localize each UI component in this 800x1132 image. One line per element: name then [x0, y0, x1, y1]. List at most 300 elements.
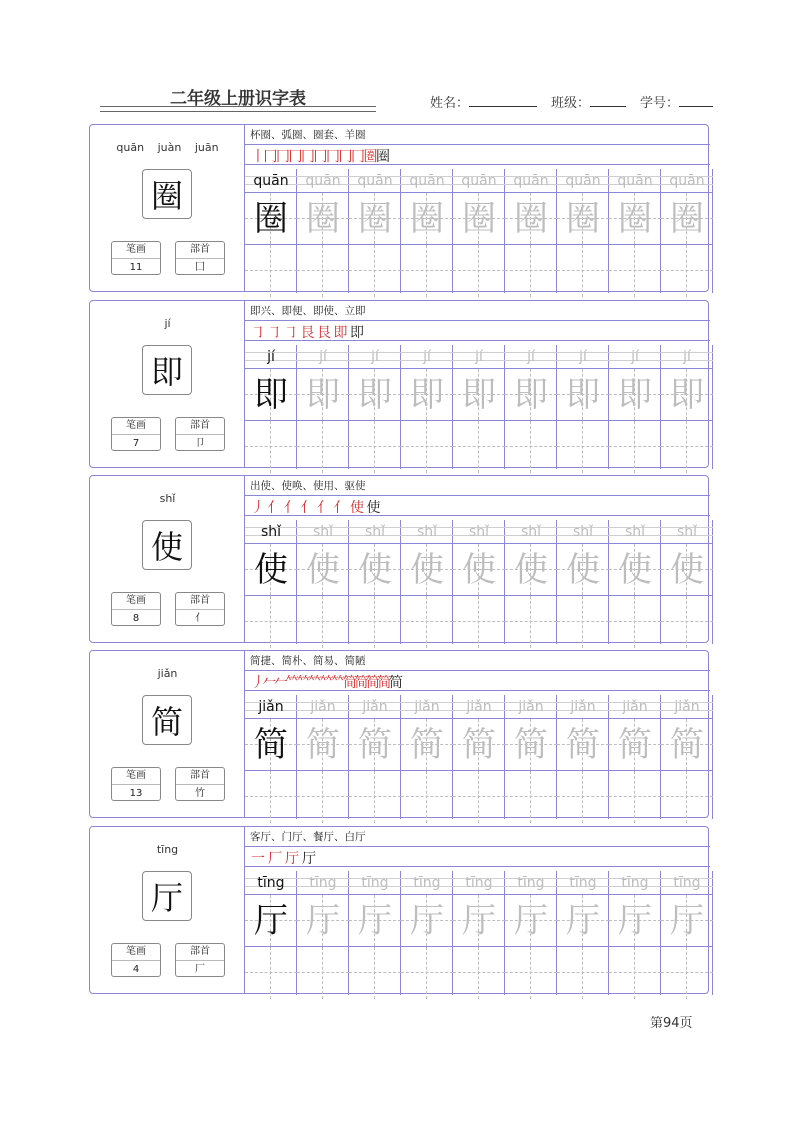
blank-writing-cell[interactable] [453, 947, 505, 999]
pinyin-cell[interactable] [609, 520, 661, 544]
writing-grid [245, 520, 710, 644]
character-text: 厅 [670, 901, 704, 941]
practice-column [297, 520, 349, 644]
blank-writing-cell[interactable] [401, 947, 453, 999]
example-words: 杯圈、弧圈、圈套、羊圈 [250, 129, 366, 141]
blank-writing-cell[interactable] [557, 245, 609, 297]
character-cell[interactable] [245, 369, 297, 421]
practice-column [453, 345, 505, 469]
pinyin-text: shǐ [312, 524, 334, 540]
pinyin-cell[interactable] [297, 169, 349, 193]
stroke-step: 丿 [251, 675, 265, 691]
character-cell[interactable] [557, 193, 609, 245]
character-text: 即 [254, 375, 288, 415]
pinyin-text: jí [267, 349, 275, 365]
blank-writing-cell[interactable] [349, 947, 401, 999]
character-text: 即 [462, 375, 496, 415]
pinyin-heading: quān juàn juān [116, 141, 219, 154]
pinyin-text: shǐ [676, 524, 698, 540]
practice-panel [245, 476, 708, 642]
character-cell[interactable] [245, 544, 297, 596]
pinyin-cell[interactable] [505, 169, 557, 193]
character-text: 使 [358, 550, 392, 590]
practice-column [297, 169, 349, 293]
blank-writing-cell[interactable] [453, 245, 505, 297]
character-cell[interactable] [401, 193, 453, 245]
blank-writing-cell[interactable] [557, 596, 609, 648]
practice-column [661, 520, 713, 644]
pinyin-cell[interactable] [557, 871, 609, 895]
blank-writing-cell[interactable] [661, 596, 713, 648]
pinyin-text: shǐ [364, 524, 386, 540]
practice-column [297, 871, 349, 995]
practice-column [297, 345, 349, 469]
stroke-count-value: 8 [132, 613, 140, 624]
blank-writing-cell[interactable] [661, 771, 713, 823]
practice-column [245, 520, 297, 644]
pinyin-cell[interactable] [557, 520, 609, 544]
character-cell[interactable] [297, 719, 349, 771]
blank-writing-cell[interactable] [245, 421, 297, 473]
character-cell[interactable] [401, 369, 453, 421]
character-text: 厅 [566, 901, 600, 941]
character-text: 厅 [358, 901, 392, 941]
blank-writing-cell[interactable] [505, 947, 557, 999]
character-cell[interactable] [453, 895, 505, 947]
pinyin-text: quān [305, 173, 341, 189]
blank-writing-cell[interactable] [609, 245, 661, 297]
practice-column [245, 695, 297, 819]
character-cell[interactable] [453, 193, 505, 245]
blank-writing-cell[interactable] [245, 771, 297, 823]
pinyin-text: jiǎn [258, 699, 284, 715]
pinyin-text: quān [617, 173, 653, 189]
character-text: 厅 [254, 901, 288, 941]
pinyin-text: quān [409, 173, 445, 189]
stroke-step: 厅 [302, 851, 316, 867]
pinyin-text: shǐ [260, 524, 282, 540]
practice-column [349, 169, 401, 293]
blank-writing-cell[interactable] [349, 596, 401, 648]
blank-writing-cell[interactable] [297, 947, 349, 999]
character-entry [89, 124, 709, 292]
character-cell[interactable] [661, 895, 713, 947]
pinyin-cell[interactable] [297, 695, 349, 719]
pinyin-cell[interactable] [609, 695, 661, 719]
stroke-step: ㇆ [284, 325, 298, 341]
practice-column [661, 345, 713, 469]
character-cell[interactable] [557, 895, 609, 947]
name-label: 姓名： [430, 96, 470, 111]
character-cell[interactable] [297, 895, 349, 947]
blank-writing-cell[interactable] [297, 245, 349, 297]
stroke-step: 厅 [285, 851, 299, 867]
pinyin-cell[interactable] [349, 345, 401, 369]
stroke-step: 简 [343, 675, 357, 691]
pinyin-cell[interactable] [453, 169, 505, 193]
radical-value: 囗 [195, 262, 205, 273]
stroke-count-card [111, 943, 161, 977]
blank-writing-cell[interactable] [401, 771, 453, 823]
radical-card [175, 592, 225, 626]
pinyin-text: quān [253, 173, 289, 189]
pinyin-cell[interactable] [401, 695, 453, 719]
stroke-step: 艮 [317, 325, 331, 341]
character-text: 简 [306, 725, 340, 765]
practice-column [661, 871, 713, 995]
character-cell[interactable] [609, 895, 661, 947]
practice-column [401, 695, 453, 819]
blank-writing-cell[interactable] [505, 771, 557, 823]
radical-card [175, 417, 225, 451]
stroke-step: 亻 [333, 500, 348, 516]
class-blank[interactable] [590, 94, 626, 107]
pinyin-text: shǐ [624, 524, 646, 540]
pinyin-cell[interactable] [661, 169, 713, 193]
pinyin-cell[interactable] [505, 520, 557, 544]
radical-card [175, 943, 225, 977]
stroke-step: 丿 [251, 500, 265, 516]
character-info-panel [90, 125, 245, 291]
pinyin-text: tīng [673, 875, 701, 891]
blank-writing-cell[interactable] [609, 771, 661, 823]
class-field[interactable] [551, 92, 626, 111]
character-cell[interactable] [505, 193, 557, 245]
pinyin-cell[interactable] [453, 695, 505, 719]
pinyin-cell[interactable] [245, 520, 297, 544]
character-text: 使 [566, 550, 600, 590]
stroke-step: 𥫗 [308, 675, 323, 691]
character-entry [89, 475, 709, 643]
stroke-count-value: 13 [129, 788, 143, 799]
class-label: 班级： [551, 96, 591, 111]
pinyin-cell[interactable] [245, 695, 297, 719]
pinyin-text: shǐ [468, 524, 490, 540]
practice-column [557, 345, 609, 469]
stroke-step: 冂 [313, 149, 328, 165]
pinyin-text: quān [669, 173, 705, 189]
character-cell[interactable] [297, 193, 349, 245]
pinyin-cell[interactable] [661, 520, 713, 544]
character-cell[interactable] [401, 895, 453, 947]
stroke-count-card [111, 417, 161, 451]
blank-writing-cell[interactable] [609, 421, 661, 473]
practice-column [557, 169, 609, 293]
pinyin-cell[interactable] [609, 345, 661, 369]
blank-writing-cell[interactable] [349, 245, 401, 297]
character-cell[interactable] [401, 544, 453, 596]
character-text: 使 [618, 550, 652, 590]
blank-writing-cell[interactable] [661, 245, 713, 297]
name-field[interactable] [430, 92, 537, 111]
pinyin-text: tīng [413, 875, 441, 891]
blank-writing-cell[interactable] [245, 596, 297, 648]
student-no-blank[interactable] [679, 94, 713, 107]
character-text: 即 [358, 375, 392, 415]
main-character: 厅 [142, 871, 192, 921]
pinyin-text: jí [371, 349, 379, 365]
character-entry [89, 650, 709, 818]
pinyin-text: jí [319, 349, 327, 365]
blank-writing-cell[interactable] [453, 596, 505, 648]
stroke-step: 冂 [276, 149, 290, 165]
writing-grid [245, 695, 710, 819]
character-cell[interactable] [349, 719, 401, 771]
pinyin-text: shǐ [416, 524, 438, 540]
pinyin-cell[interactable] [557, 345, 609, 369]
blank-writing-cell[interactable] [557, 947, 609, 999]
blank-writing-cell[interactable] [661, 947, 713, 999]
blank-writing-cell[interactable] [557, 771, 609, 823]
pinyin-cell[interactable] [453, 871, 505, 895]
pinyin-cell[interactable] [401, 345, 453, 369]
practice-column [609, 345, 661, 469]
practice-column [297, 695, 349, 819]
character-cell[interactable] [401, 719, 453, 771]
character-cell[interactable] [505, 719, 557, 771]
pinyin-text: quān [461, 173, 497, 189]
stroke-step: 圈 [376, 149, 390, 165]
pinyin-cell[interactable] [661, 695, 713, 719]
pinyin-text: tīng [309, 875, 337, 891]
practice-column [453, 169, 505, 293]
stroke-step: 亻 [284, 500, 298, 516]
stroke-step: 简 [377, 675, 392, 691]
pinyin-cell[interactable] [609, 169, 661, 193]
character-cell[interactable] [661, 193, 713, 245]
name-blank[interactable] [469, 94, 537, 107]
pinyin-cell[interactable] [349, 169, 401, 193]
pinyin-text: jiǎn [310, 699, 336, 715]
character-info-panel [90, 651, 245, 817]
practice-column [505, 871, 557, 995]
character-text: 即 [306, 375, 340, 415]
character-cell[interactable] [349, 895, 401, 947]
character-text: 使 [462, 550, 496, 590]
pinyin-cell[interactable] [505, 871, 557, 895]
pinyin-text: shǐ [520, 524, 542, 540]
stroke-order-row [245, 670, 710, 691]
radical-value: 厂 [195, 964, 205, 975]
pinyin-text: tīng [621, 875, 649, 891]
blank-writing-cell[interactable] [245, 245, 297, 297]
character-cell[interactable] [349, 544, 401, 596]
blank-writing-cell[interactable] [453, 771, 505, 823]
character-cell[interactable] [557, 719, 609, 771]
pinyin-heading: shǐ [159, 492, 176, 505]
blank-writing-cell[interactable] [401, 596, 453, 648]
character-cell[interactable] [609, 719, 661, 771]
character-text: 厅 [306, 901, 340, 941]
stroke-order-row [245, 144, 710, 165]
character-cell[interactable] [453, 544, 505, 596]
pinyin-cell[interactable] [401, 520, 453, 544]
pinyin-text: jí [475, 349, 483, 365]
pinyin-cell[interactable] [401, 871, 453, 895]
pinyin-cell[interactable] [245, 169, 297, 193]
blank-writing-cell[interactable] [349, 421, 401, 473]
practice-panel [245, 125, 708, 291]
practice-column [505, 520, 557, 644]
character-cell[interactable] [505, 544, 557, 596]
stroke-step: 圏 [363, 149, 378, 165]
character-text: 简 [462, 725, 496, 765]
pinyin-cell[interactable] [505, 345, 557, 369]
pinyin-cell[interactable] [349, 695, 401, 719]
practice-column [661, 169, 713, 293]
character-cell[interactable] [505, 369, 557, 421]
stroke-step: 即 [333, 325, 348, 341]
character-text: 厅 [410, 901, 444, 941]
stroke-step: 冂 [338, 149, 353, 165]
pinyin-cell[interactable] [297, 871, 349, 895]
blank-writing-cell[interactable] [453, 421, 505, 473]
practice-panel [245, 651, 708, 817]
stroke-count-label: 笔画 [112, 768, 160, 785]
blank-writing-cell[interactable] [245, 947, 297, 999]
stroke-count-label: 笔画 [112, 418, 160, 435]
character-cell[interactable] [245, 193, 297, 245]
blank-writing-cell[interactable] [297, 421, 349, 473]
character-cell[interactable] [349, 369, 401, 421]
character-text: 简 [566, 725, 600, 765]
blank-writing-cell[interactable] [609, 596, 661, 648]
stroke-count-card [111, 767, 161, 801]
character-text: 圈 [670, 199, 704, 239]
pinyin-cell[interactable] [661, 345, 713, 369]
title-underline [100, 106, 376, 112]
student-no-field[interactable] [640, 92, 713, 111]
character-cell[interactable] [297, 544, 349, 596]
character-cell[interactable] [349, 193, 401, 245]
character-cell[interactable] [245, 895, 297, 947]
pinyin-text: jiǎn [466, 699, 492, 715]
character-text: 使 [670, 550, 704, 590]
blank-writing-cell[interactable] [557, 421, 609, 473]
pinyin-cell[interactable] [453, 520, 505, 544]
radical-card [175, 241, 225, 275]
character-info-panel [90, 476, 245, 642]
character-text: 即 [670, 375, 704, 415]
character-cell[interactable] [505, 895, 557, 947]
practice-panel [245, 301, 708, 467]
pinyin-text: jiǎn [570, 699, 596, 715]
practice-column [609, 169, 661, 293]
stroke-step: ㇆ [251, 325, 265, 341]
blank-writing-cell[interactable] [349, 771, 401, 823]
practice-column [245, 169, 297, 293]
blank-writing-cell[interactable] [505, 245, 557, 297]
stroke-step: 亻 [317, 500, 331, 516]
blank-writing-cell[interactable] [297, 596, 349, 648]
character-cell[interactable] [609, 193, 661, 245]
pinyin-cell[interactable] [557, 695, 609, 719]
stroke-step: 简 [354, 675, 369, 691]
character-cell[interactable] [557, 544, 609, 596]
practice-column [505, 695, 557, 819]
example-words: 出使、使唤、使用、驱使 [250, 480, 366, 492]
character-cell[interactable] [609, 544, 661, 596]
stroke-step: 冂 [301, 149, 315, 165]
pinyin-text: jiǎn [674, 699, 700, 715]
blank-writing-cell[interactable] [661, 421, 713, 473]
stroke-step: 丨 [251, 149, 265, 165]
pinyin-text: jiǎn [362, 699, 388, 715]
example-words: 简捷、简朴、简易、简陋 [250, 655, 366, 667]
pinyin-cell[interactable] [245, 871, 297, 895]
practice-column [505, 345, 557, 469]
pinyin-cell[interactable] [401, 169, 453, 193]
pinyin-text: jí [579, 349, 587, 365]
radical-value: 卩 [195, 438, 205, 449]
character-text: 使 [514, 550, 548, 590]
character-text: 即 [618, 375, 652, 415]
student-no-label: 学号： [640, 96, 680, 111]
character-cell[interactable] [453, 369, 505, 421]
blank-writing-cell[interactable] [505, 596, 557, 648]
pinyin-cell[interactable] [297, 345, 349, 369]
writing-grid [245, 169, 710, 293]
worksheet-title: 二年级上册识字表 [170, 89, 306, 109]
pinyin-text: tīng [257, 875, 285, 891]
pinyin-cell[interactable] [349, 871, 401, 895]
pinyin-heading: jiǎn [157, 667, 178, 680]
pinyin-cell[interactable] [505, 695, 557, 719]
character-cell[interactable] [453, 719, 505, 771]
radical-label: 部首 [176, 418, 224, 435]
character-cell[interactable] [661, 719, 713, 771]
practice-column [349, 695, 401, 819]
pinyin-cell[interactable] [349, 520, 401, 544]
character-entry [89, 826, 709, 994]
character-text: 厅 [514, 901, 548, 941]
pinyin-cell[interactable] [557, 169, 609, 193]
practice-column [609, 520, 661, 644]
character-cell[interactable] [661, 369, 713, 421]
pinyin-cell[interactable] [453, 345, 505, 369]
character-text: 厅 [618, 901, 652, 941]
blank-writing-cell[interactable] [401, 421, 453, 473]
blank-writing-cell[interactable] [401, 245, 453, 297]
stroke-order-row [245, 320, 710, 341]
blank-writing-cell[interactable] [609, 947, 661, 999]
pinyin-cell[interactable] [661, 871, 713, 895]
character-text: 即 [514, 375, 548, 415]
character-cell[interactable] [245, 719, 297, 771]
stroke-step: 厂 [268, 851, 282, 867]
pinyin-text: jí [631, 349, 639, 365]
character-cell[interactable] [661, 544, 713, 596]
character-cell[interactable] [557, 369, 609, 421]
practice-column [245, 345, 297, 469]
blank-writing-cell[interactable] [297, 771, 349, 823]
pinyin-text: tīng [517, 875, 545, 891]
pinyin-cell[interactable] [609, 871, 661, 895]
character-info-panel [90, 301, 245, 467]
practice-column [453, 520, 505, 644]
stroke-step: 𥫗 [297, 675, 311, 691]
stroke-step: 冂 [326, 149, 340, 165]
practice-column [557, 871, 609, 995]
stroke-count-value: 11 [129, 262, 143, 273]
blank-writing-cell[interactable] [505, 421, 557, 473]
practice-column [557, 695, 609, 819]
pinyin-cell[interactable] [245, 345, 297, 369]
character-text: 厅 [462, 901, 496, 941]
character-cell[interactable] [609, 369, 661, 421]
pinyin-cell[interactable] [297, 520, 349, 544]
character-cell[interactable] [297, 369, 349, 421]
